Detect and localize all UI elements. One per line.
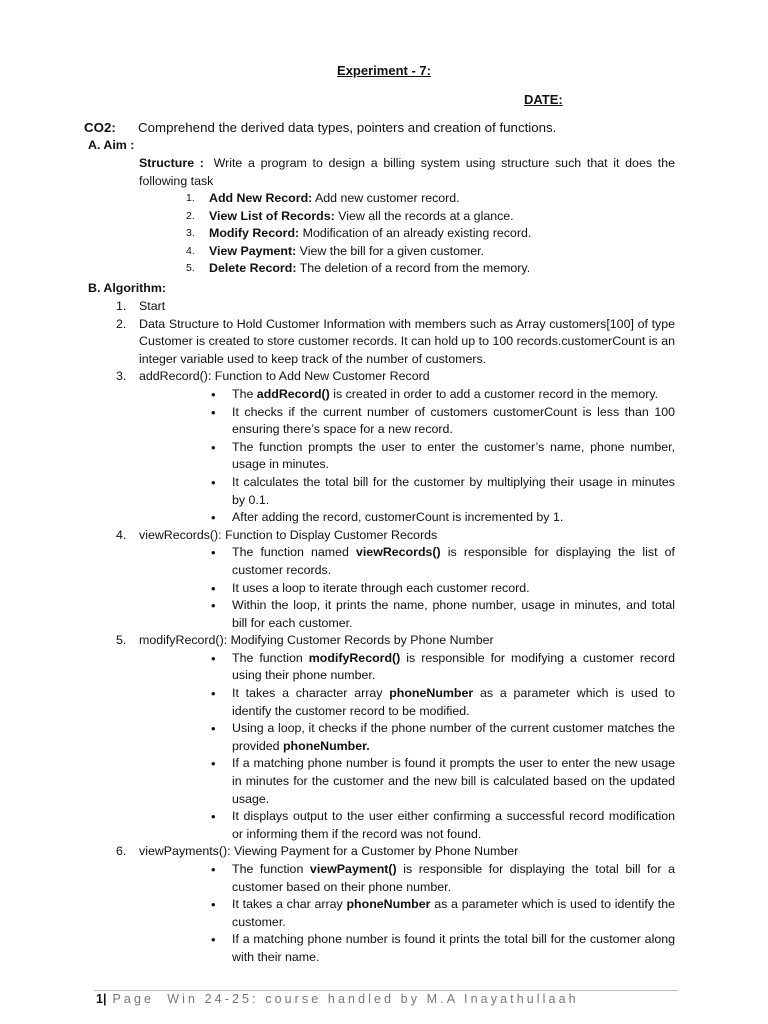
bullet-item xyxy=(209,509,675,527)
bullet-bold-text: modifyRecord() xyxy=(308,650,401,665)
bullet-bold-text: phoneNumber. xyxy=(282,738,370,753)
algorithm-step xyxy=(116,368,675,386)
page-number: 1 xyxy=(96,992,103,1006)
step-bullet-list xyxy=(209,650,675,844)
bullet-bold-text: viewRecords() xyxy=(355,545,441,560)
bullet-bold-text: phoneNumber xyxy=(346,897,431,912)
bullet-text: The function prompts the user to enter the customer’s name, phone number, usage in minutes. xyxy=(232,439,675,472)
bullet-item xyxy=(209,685,675,720)
bullet-text: Within the loop, it prints the name, phone number, usage in minutes, and total bill for each customer. xyxy=(232,598,675,630)
step-text: viewPayments(): Viewing Payment for a Customer by Phone Number xyxy=(139,844,519,859)
section-a-heading: A. Aim : xyxy=(88,138,135,152)
bullet-text: is responsible for displaying the total bill for a customer based on their phone number. xyxy=(232,862,675,894)
footer-separator: | xyxy=(102,992,107,1006)
algorithm-step xyxy=(116,632,675,650)
bullet-item xyxy=(209,404,675,439)
structure-text: Write a program to design a billing system using structure such that it does the following task xyxy=(139,156,675,188)
task-number: 3. xyxy=(186,227,195,240)
step-bullet-list xyxy=(209,861,675,967)
step-bullet-list xyxy=(209,386,675,527)
bullet-bold-text: viewPayment() xyxy=(309,862,397,876)
algorithm-step xyxy=(116,527,675,545)
task-number: 1. xyxy=(186,192,195,204)
step-text: modifyRecord(): Modifying Customer Records by Phone Number xyxy=(139,633,494,648)
task-item xyxy=(186,260,531,278)
step-number: 5. xyxy=(116,633,127,648)
task-title: Add New Record: xyxy=(209,191,313,205)
task-title: Modify Record: xyxy=(209,226,300,241)
bullet-text: as a parameter which is used to identify the customer. xyxy=(232,897,675,929)
task-title: Delete Record: xyxy=(209,261,297,276)
task-title: View List of Records: xyxy=(209,208,335,223)
bullet-item xyxy=(209,931,675,966)
bullet-text: It uses a loop to iterate through each customer record. xyxy=(232,580,530,595)
bullet-item xyxy=(209,439,675,474)
bullet-item xyxy=(209,544,675,579)
bullet-text: It takes a char array xyxy=(232,897,347,912)
task-number: 4. xyxy=(186,244,195,257)
footer-course-text: Win 24-25: course handled by M.A Inayathullaah xyxy=(167,992,579,1006)
task-description: View the bill for a given customer. xyxy=(296,243,485,258)
task-description: Add new customer record. xyxy=(312,191,460,205)
step-number: 4. xyxy=(116,527,127,542)
algorithm-steps xyxy=(116,298,675,967)
bullet-text: is responsible for displaying the list of customer records. xyxy=(232,545,676,577)
task-item xyxy=(186,208,531,226)
task-item xyxy=(186,243,531,261)
bullet-text: It displays output to the user either confirming a successful record modification or informing them if the record was not found. xyxy=(232,809,675,841)
step-bullet-list xyxy=(209,544,675,632)
bullet-item xyxy=(209,720,675,755)
page-footer xyxy=(96,991,579,1009)
bullet-text: If a matching phone number is found it prompts the user to enter the new usage in minutes for the customer and the new bill is calculated based on the updated usage. xyxy=(232,756,675,806)
bullet-text: The xyxy=(232,386,257,401)
bullet-item xyxy=(209,597,675,632)
task-item xyxy=(186,190,531,208)
step-number: 3. xyxy=(116,369,127,384)
bullet-item xyxy=(209,861,675,896)
date-label: DATE: xyxy=(524,92,563,107)
co2-text: Comprehend the derived data types, pointers and creation of functions. xyxy=(138,120,557,135)
step-text: Data Structure to Hold Customer Information with members such as Array customers[100] of type Customer is created to store customer records. It can hold up to 100 records.customerCount is an integer variable used to keep track of the number of customers. xyxy=(139,316,675,366)
bullet-text: The function xyxy=(232,650,309,665)
bullet-text: is created in order to add a customer record in the memory. xyxy=(329,386,659,401)
step-text: viewRecords(): Function to Display Customer Records xyxy=(139,527,438,542)
algorithm-step xyxy=(116,298,675,316)
bullet-item xyxy=(209,650,675,685)
bullet-text: It checks if the current number of customers customerCount is less than 100 ensuring there’s space for a new record. xyxy=(232,404,675,437)
bullet-item xyxy=(209,808,675,843)
page-title: Experiment - 7: xyxy=(337,63,431,78)
co2-label: CO2: xyxy=(84,120,116,135)
task-description: Modification of an already existing record. xyxy=(299,226,532,241)
bullet-text: If a matching phone number is found it prints the total bill for the customer along with their name. xyxy=(232,932,675,964)
task-number: 2. xyxy=(186,209,195,222)
bullet-text: It calculates the total bill for the customer by multiplying their usage in minutes by 0.1. xyxy=(232,474,675,507)
task-title: View Payment: xyxy=(209,243,297,258)
bullet-text: After adding the record, customerCount is incremented by 1. xyxy=(232,510,564,525)
bullet-text: Using a loop, it checks if the phone number of the current customer matches the provided xyxy=(232,721,675,753)
task-item xyxy=(186,225,531,243)
bullet-item xyxy=(209,755,675,808)
bullet-text: is responsible for modifying a customer record using their phone number. xyxy=(232,650,675,683)
step-text: addRecord(): Function to Add New Customer Record xyxy=(139,369,430,384)
bullet-item xyxy=(209,580,675,598)
bullet-text: The function named xyxy=(232,545,356,560)
task-description: View all the records at a glance. xyxy=(334,208,514,223)
bullet-item xyxy=(209,386,675,404)
bullet-text: as a parameter which is used to identify the customer record to be modified. xyxy=(232,686,675,718)
structure-paragraph xyxy=(139,155,675,190)
algorithm-step xyxy=(116,843,675,861)
step-number: 6. xyxy=(116,844,127,859)
section-b-heading: B. Algorithm: xyxy=(88,281,167,295)
algorithm-step xyxy=(116,316,675,369)
bullet-text: It takes a character array xyxy=(232,686,390,701)
step-number: 1. xyxy=(116,299,127,313)
task-list xyxy=(186,190,531,278)
bullet-bold-text: addRecord() xyxy=(256,386,330,401)
bullet-text: The function xyxy=(232,862,310,876)
task-description: The deletion of a record from the memory. xyxy=(296,261,531,276)
step-number: 2. xyxy=(116,316,127,331)
task-number: 5. xyxy=(186,262,195,275)
bullet-bold-text: phoneNumber xyxy=(389,686,474,701)
course-outcome xyxy=(84,119,556,137)
bullet-item xyxy=(209,474,675,509)
bullet-item xyxy=(209,896,675,931)
footer-page-word: Page xyxy=(112,992,155,1006)
structure-label: Structure : xyxy=(139,156,204,170)
step-text: Start xyxy=(139,299,166,313)
